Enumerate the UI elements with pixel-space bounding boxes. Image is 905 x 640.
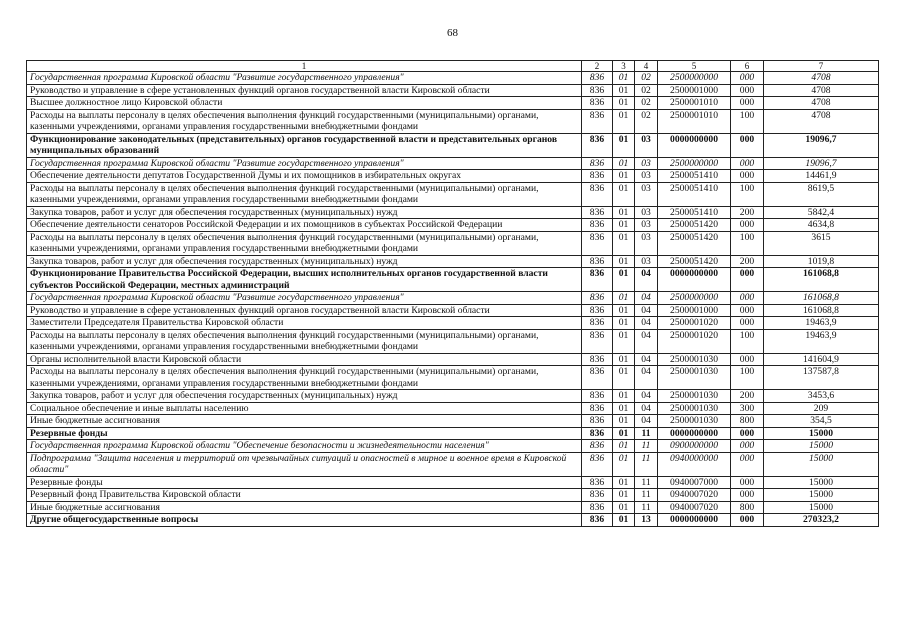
row-expense-type-cell: 000 [731,476,764,489]
row-subsection-cell: 02 [635,84,658,97]
row-admin-code-cell: 836 [582,206,613,219]
row-subsection-cell: 11 [635,452,658,476]
row-target-article-cell: 0000000000 [658,427,731,440]
row-subsection-cell: 03 [635,255,658,268]
row-name-cell: Функционирование Правительства Российской Федерации, высших исполнительных органов государственной власти субъектов Российской Федерации, местных администраций [27,268,582,292]
table-row [27,415,879,428]
header-cell: 7 [764,61,879,72]
row-name-cell: Социальное обеспечение и иные выплаты населению [27,402,582,415]
row-expense-type-cell: 200 [731,390,764,403]
row-target-article-cell: 0000000000 [658,514,731,527]
table-row [27,317,879,330]
row-section-cell: 01 [613,133,635,157]
table-row [27,206,879,219]
row-expense-type-cell: 000 [731,97,764,110]
row-section-cell: 01 [613,489,635,502]
row-target-article-cell: 2500051410 [658,170,731,183]
row-section-cell: 01 [613,255,635,268]
row-expense-type-cell: 100 [731,182,764,206]
row-target-article-cell: 2500001010 [658,109,731,133]
row-target-article-cell: 2500000000 [658,157,731,170]
row-amount-cell: 3453,6 [764,390,879,403]
row-amount-cell: 15000 [764,427,879,440]
table-row [27,390,879,403]
row-section-cell: 01 [613,182,635,206]
row-amount-cell: 4708 [764,72,879,85]
row-target-article-cell: 2500001030 [658,390,731,403]
row-target-article-cell: 0000000000 [658,268,731,292]
row-name-cell: Закупка товаров, работ и услуг для обеспечения государственных (муниципальных) нужд [27,390,582,403]
row-admin-code-cell: 836 [582,440,613,453]
row-section-cell: 01 [613,476,635,489]
row-amount-cell: 15000 [764,452,879,476]
row-name-cell: Расходы на выплаты персоналу в целях обеспечения выполнения функций государственными (муниципальными) органами, казенными учреждениями, органами управления государственными внебюджетными фондами [27,231,582,255]
header-cell: 6 [731,61,764,72]
table-row [27,170,879,183]
row-expense-type-cell: 100 [731,109,764,133]
row-subsection-cell: 04 [635,390,658,403]
row-name-cell: Обеспечение деятельности депутатов Государственной Думы и их помощников в избирательных округах [27,170,582,183]
row-name-cell: Иные бюджетные ассигнования [27,415,582,428]
row-admin-code-cell: 836 [582,366,613,390]
row-amount-cell: 141604,9 [764,353,879,366]
row-section-cell: 01 [613,402,635,415]
row-admin-code-cell: 836 [582,415,613,428]
row-amount-cell: 15000 [764,501,879,514]
row-section-cell: 01 [613,109,635,133]
row-expense-type-cell: 800 [731,501,764,514]
row-expense-type-cell: 200 [731,255,764,268]
row-section-cell: 01 [613,219,635,232]
row-target-article-cell: 2500000000 [658,72,731,85]
row-expense-type-cell: 000 [731,427,764,440]
row-subsection-cell: 04 [635,329,658,353]
row-admin-code-cell: 836 [582,133,613,157]
row-target-article-cell: 0900000000 [658,440,731,453]
header-cell: 2 [582,61,613,72]
row-admin-code-cell: 836 [582,84,613,97]
row-expense-type-cell: 000 [731,219,764,232]
row-target-article-cell: 2500051410 [658,206,731,219]
row-section-cell: 01 [613,292,635,305]
row-target-article-cell: 2500001010 [658,97,731,110]
row-name-cell: Резервный фонд Правительства Кировской области [27,489,582,502]
row-subsection-cell: 03 [635,182,658,206]
row-name-cell: Расходы на выплаты персоналу в целях обеспечения выполнения функций государственными (муниципальными) органами, казенными учреждениями, органами управления государственными внебюджетными фондами [27,329,582,353]
row-expense-type-cell: 000 [731,317,764,330]
row-admin-code-cell: 836 [582,304,613,317]
table-row [27,440,879,453]
row-amount-cell: 161068,8 [764,292,879,305]
table-row [27,427,879,440]
table-row [27,514,879,527]
row-name-cell: Закупка товаров, работ и услуг для обеспечения государственных (муниципальных) нужд [27,255,582,268]
table-row [27,72,879,85]
row-subsection-cell: 04 [635,317,658,330]
row-admin-code-cell: 836 [582,72,613,85]
table-row [27,292,879,305]
row-section-cell: 01 [613,452,635,476]
table-row [27,182,879,206]
row-subsection-cell: 04 [635,415,658,428]
row-section-cell: 01 [613,514,635,527]
row-admin-code-cell: 836 [582,402,613,415]
row-section-cell: 01 [613,415,635,428]
row-admin-code-cell: 836 [582,109,613,133]
row-amount-cell: 161068,8 [764,304,879,317]
row-target-article-cell: 2500001000 [658,84,731,97]
row-section-cell: 01 [613,501,635,514]
row-admin-code-cell: 836 [582,476,613,489]
budget-table [26,60,879,527]
row-target-article-cell: 0940007000 [658,476,731,489]
row-amount-cell: 5842,4 [764,206,879,219]
row-admin-code-cell: 836 [582,317,613,330]
table-header-row [27,61,879,72]
row-expense-type-cell: 000 [731,440,764,453]
row-amount-cell: 4708 [764,97,879,110]
row-amount-cell: 3615 [764,231,879,255]
row-target-article-cell: 2500001020 [658,317,731,330]
row-target-article-cell: 2500001000 [658,304,731,317]
row-section-cell: 01 [613,97,635,110]
row-target-article-cell: 2500000000 [658,292,731,305]
row-subsection-cell: 04 [635,304,658,317]
row-admin-code-cell: 836 [582,292,613,305]
row-subsection-cell: 13 [635,514,658,527]
row-subsection-cell: 03 [635,206,658,219]
row-amount-cell: 209 [764,402,879,415]
table-row [27,489,879,502]
row-admin-code-cell: 836 [582,390,613,403]
row-name-cell: Функционирование законодательных (представительных) органов государственной власти и представительных органов муниципальных образований [27,133,582,157]
row-admin-code-cell: 836 [582,231,613,255]
row-admin-code-cell: 836 [582,97,613,110]
row-admin-code-cell: 836 [582,157,613,170]
row-name-cell: Государственная программа Кировской области "Развитие государственного управления" [27,72,582,85]
table-row [27,219,879,232]
row-section-cell: 01 [613,390,635,403]
row-target-article-cell: 2500001030 [658,402,731,415]
row-name-cell: Расходы на выплаты персоналу в целях обеспечения выполнения функций государственными (муниципальными) органами, казенными учреждениями, органами управления государственными внебюджетными фондами [27,182,582,206]
row-subsection-cell: 11 [635,440,658,453]
row-subsection-cell: 11 [635,489,658,502]
table-row [27,255,879,268]
row-target-article-cell: 2500001030 [658,353,731,366]
row-expense-type-cell: 100 [731,366,764,390]
row-amount-cell: 354,5 [764,415,879,428]
table-row [27,304,879,317]
row-target-article-cell: 2500051420 [658,219,731,232]
row-subsection-cell: 04 [635,366,658,390]
table-row [27,501,879,514]
row-expense-type-cell: 100 [731,231,764,255]
row-name-cell: Резервные фонды [27,427,582,440]
row-expense-type-cell: 000 [731,489,764,502]
row-amount-cell: 19096,7 [764,157,879,170]
row-section-cell: 01 [613,317,635,330]
row-expense-type-cell: 000 [731,304,764,317]
row-section-cell: 01 [613,329,635,353]
row-subsection-cell: 02 [635,72,658,85]
row-section-cell: 01 [613,157,635,170]
row-amount-cell: 14461,9 [764,170,879,183]
row-amount-cell: 19463,9 [764,317,879,330]
row-name-cell: Высшее должностное лицо Кировской области [27,97,582,110]
page-number: 68 [447,27,458,39]
row-amount-cell: 8619,5 [764,182,879,206]
row-amount-cell: 4634,8 [764,219,879,232]
table-row [27,133,879,157]
row-target-article-cell: 2500051420 [658,231,731,255]
row-amount-cell: 19096,7 [764,133,879,157]
table-row [27,157,879,170]
row-expense-type-cell: 000 [731,514,764,527]
row-expense-type-cell: 000 [731,72,764,85]
table-row [27,476,879,489]
row-amount-cell: 270323,2 [764,514,879,527]
row-section-cell: 01 [613,366,635,390]
row-name-cell: Расходы на выплаты персоналу в целях обеспечения выполнения функций государственными (муниципальными) органами, казенными учреждениями, органами управления государственными внебюджетными фондами [27,366,582,390]
row-section-cell: 01 [613,170,635,183]
row-section-cell: 01 [613,353,635,366]
row-subsection-cell: 03 [635,133,658,157]
row-name-cell: Закупка товаров, работ и услуг для обеспечения государственных (муниципальных) нужд [27,206,582,219]
row-name-cell: Иные бюджетные ассигнования [27,501,582,514]
row-expense-type-cell: 000 [731,452,764,476]
row-target-article-cell: 2500001030 [658,366,731,390]
row-name-cell: Обеспечение деятельности сенаторов Российской Федерации и их помощников в субъектах Российской Федерации [27,219,582,232]
row-name-cell: Резервные фонды [27,476,582,489]
row-expense-type-cell: 000 [731,292,764,305]
table-row [27,353,879,366]
row-expense-type-cell: 000 [731,268,764,292]
row-amount-cell: 15000 [764,476,879,489]
row-name-cell: Государственная программа Кировской области "Развитие государственного управления" [27,157,582,170]
row-section-cell: 01 [613,231,635,255]
row-subsection-cell: 03 [635,231,658,255]
row-section-cell: 01 [613,72,635,85]
row-admin-code-cell: 836 [582,353,613,366]
row-admin-code-cell: 836 [582,255,613,268]
table-row [27,97,879,110]
table-row [27,268,879,292]
row-section-cell: 01 [613,304,635,317]
header-cell: 3 [613,61,635,72]
row-expense-type-cell: 100 [731,329,764,353]
row-subsection-cell: 04 [635,353,658,366]
row-admin-code-cell: 836 [582,219,613,232]
row-name-cell: Государственная программа Кировской области "Обеспечение безопасности и жизнедеятельности населения" [27,440,582,453]
row-admin-code-cell: 836 [582,514,613,527]
row-section-cell: 01 [613,206,635,219]
row-subsection-cell: 03 [635,219,658,232]
row-expense-type-cell: 800 [731,415,764,428]
row-expense-type-cell: 000 [731,157,764,170]
row-admin-code-cell: 836 [582,268,613,292]
row-admin-code-cell: 836 [582,489,613,502]
row-subsection-cell: 04 [635,268,658,292]
row-admin-code-cell: 836 [582,170,613,183]
row-subsection-cell: 03 [635,170,658,183]
row-amount-cell: 161068,8 [764,268,879,292]
row-target-article-cell: 2500051410 [658,182,731,206]
row-admin-code-cell: 836 [582,329,613,353]
row-expense-type-cell: 200 [731,206,764,219]
row-name-cell: Расходы на выплаты персоналу в целях обеспечения выполнения функций государственными (муниципальными) органами, казенными учреждениями, органами управления государственными внебюджетными фондами [27,109,582,133]
table-row [27,402,879,415]
row-name-cell: Руководство и управление в сфере установленных функций органов государственной власти Кировской области [27,304,582,317]
row-amount-cell: 19463,9 [764,329,879,353]
row-target-article-cell: 2500051420 [658,255,731,268]
row-admin-code-cell: 836 [582,182,613,206]
row-expense-type-cell: 300 [731,402,764,415]
row-amount-cell: 15000 [764,489,879,502]
row-amount-cell: 137587,8 [764,366,879,390]
row-expense-type-cell: 000 [731,84,764,97]
table-row [27,109,879,133]
row-subsection-cell: 11 [635,501,658,514]
table-row [27,84,879,97]
row-subsection-cell: 04 [635,402,658,415]
header-cell: 1 [27,61,582,72]
row-section-cell: 01 [613,440,635,453]
row-amount-cell: 4708 [764,109,879,133]
row-section-cell: 01 [613,427,635,440]
row-subsection-cell: 04 [635,292,658,305]
row-subsection-cell: 02 [635,109,658,133]
row-name-cell: Другие общегосударственные вопросы [27,514,582,527]
row-admin-code-cell: 836 [582,427,613,440]
row-section-cell: 01 [613,84,635,97]
row-target-article-cell: 0000000000 [658,133,731,157]
row-subsection-cell: 11 [635,476,658,489]
row-target-article-cell: 0940007020 [658,489,731,502]
row-name-cell: Заместители Председателя Правительства Кировской области [27,317,582,330]
row-amount-cell: 1019,8 [764,255,879,268]
row-target-article-cell: 0940000000 [658,452,731,476]
row-admin-code-cell: 836 [582,501,613,514]
row-target-article-cell: 2500001030 [658,415,731,428]
header-cell: 5 [658,61,731,72]
row-expense-type-cell: 000 [731,353,764,366]
row-subsection-cell: 11 [635,427,658,440]
table-row [27,366,879,390]
row-admin-code-cell: 836 [582,452,613,476]
table-row [27,231,879,255]
row-name-cell: Подпрограмма "Защита населения и территорий от чрезвычайных ситуаций и опасностей в мирное и военное время в Кировской области" [27,452,582,476]
row-name-cell: Государственная программа Кировской области "Развитие государственного управления" [27,292,582,305]
row-name-cell: Органы исполнительной власти Кировской области [27,353,582,366]
row-expense-type-cell: 000 [731,133,764,157]
row-expense-type-cell: 000 [731,170,764,183]
row-subsection-cell: 03 [635,157,658,170]
row-section-cell: 01 [613,268,635,292]
row-amount-cell: 4708 [764,84,879,97]
row-amount-cell: 15000 [764,440,879,453]
table-row [27,329,879,353]
row-name-cell: Руководство и управление в сфере установленных функций органов государственной власти Кировской области [27,84,582,97]
row-target-article-cell: 0940007020 [658,501,731,514]
table-row [27,452,879,476]
row-subsection-cell: 02 [635,97,658,110]
row-target-article-cell: 2500001020 [658,329,731,353]
header-cell: 4 [635,61,658,72]
